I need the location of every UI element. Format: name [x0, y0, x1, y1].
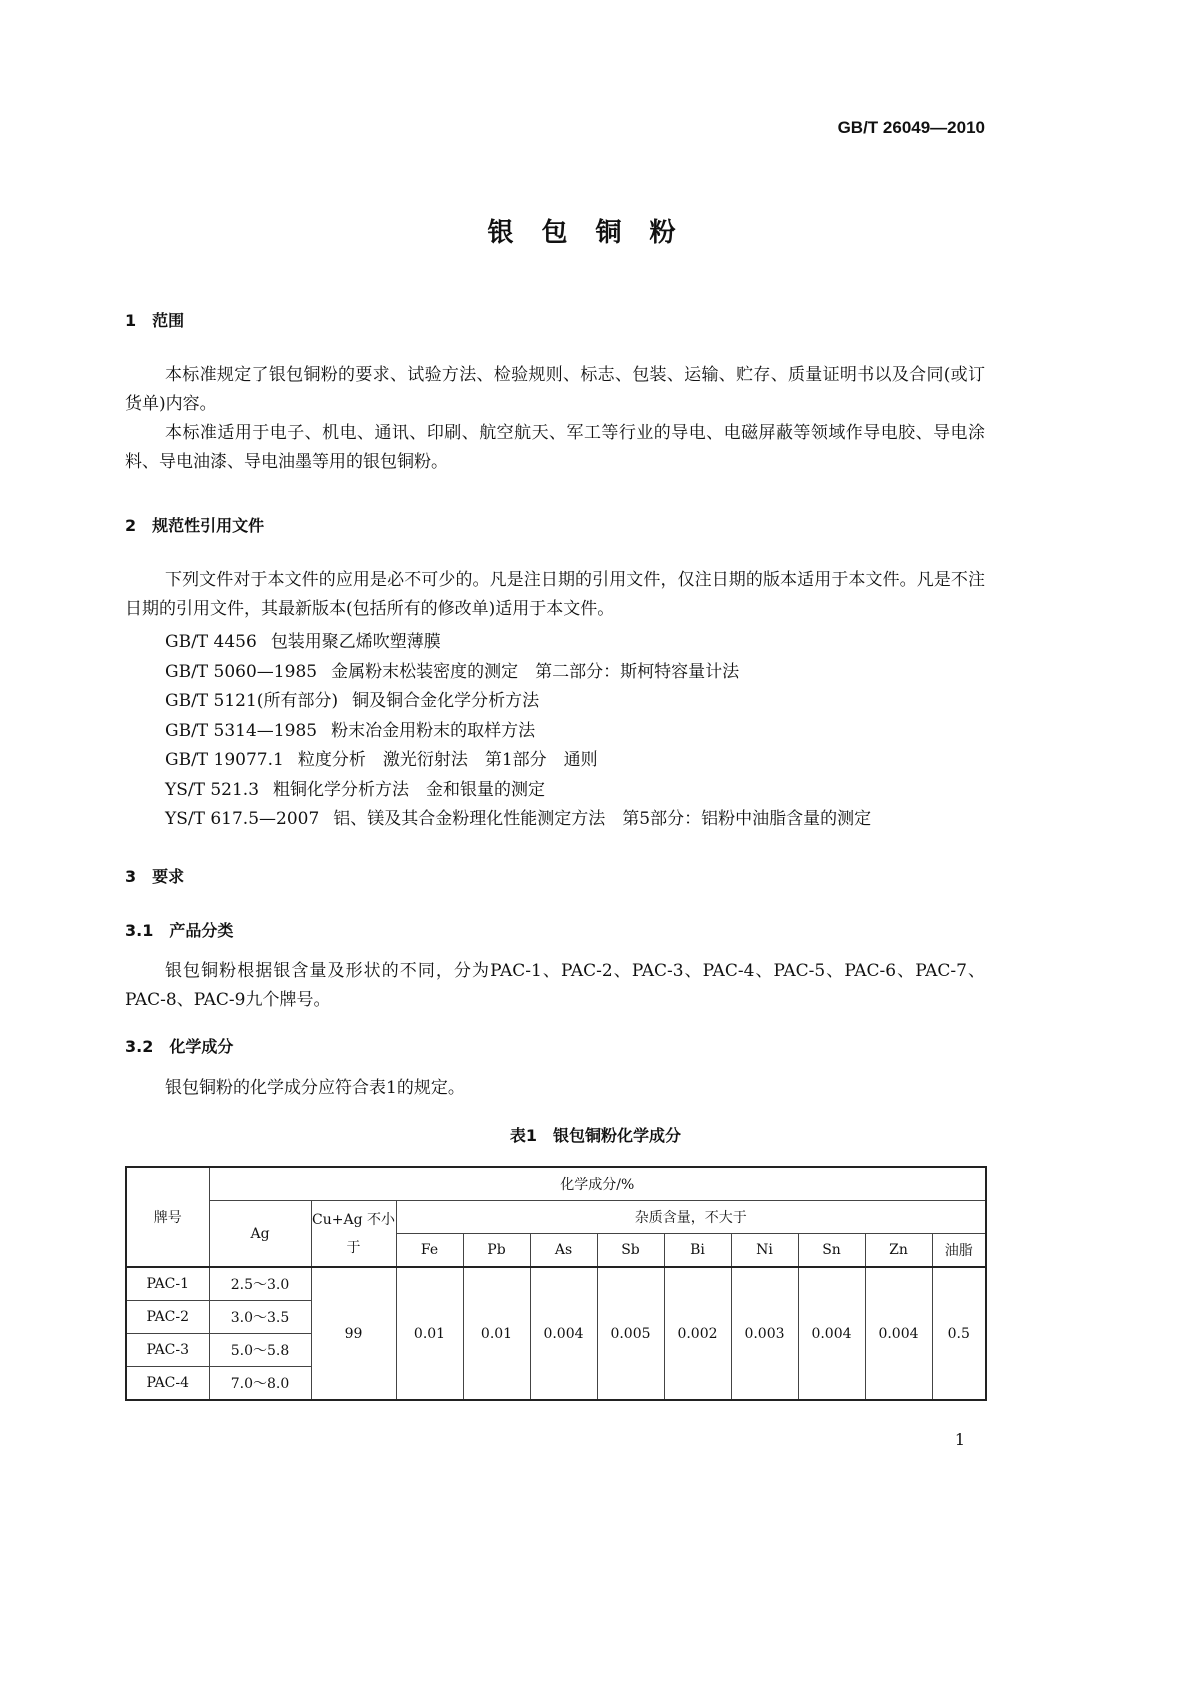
reference-code: GB/T 4456 — [165, 632, 257, 652]
header-impurity: 杂质含量，不大于 — [396, 1201, 986, 1234]
reference-title: 铝、镁及其合金粉理化性能测定方法 第5部分：铝粉中油脂含量的测定 — [333, 809, 872, 829]
header-impurity-element: Sn — [798, 1234, 865, 1268]
cu-ag-cell: 99 — [311, 1267, 396, 1400]
section-3-1-paragraph: 银包铜粉根据银含量及形状的不同，分为PAC-1、PAC-2、PAC-3、PAC-4、PAC-5、PAC-6、PAC-7、PAC-8、PAC-9九个牌号。 — [125, 961, 985, 1010]
reference-code: YS/T 617.5—2007 — [165, 809, 320, 829]
reference-code: GB/T 19077.1 — [165, 750, 284, 770]
reference-item — [165, 657, 739, 682]
grade-cell: PAC-1 — [126, 1267, 209, 1301]
section-3-1-heading: 3.1 产品分类 — [125, 921, 234, 940]
header-impurity-element: Pb — [463, 1234, 530, 1268]
impurity-value-cell: 0.004 — [865, 1267, 932, 1400]
reference-code: GB/T 5314—1985 — [165, 720, 318, 741]
reference-title: 金属粉末松装密度的测定 第二部分：斯柯特容量计法 — [331, 661, 740, 682]
reference-title: 铜及铜合金化学分析方法 — [352, 691, 540, 711]
document-title: 银包铜粉 — [487, 218, 704, 248]
reference-title: 粗铜化学分析方法 金和银量的测定 — [273, 779, 546, 800]
header-impurity-element: Bi — [664, 1234, 731, 1268]
standard-number: GB/T 26049—2010 — [837, 118, 985, 137]
ag-cell: 3.0～3.5 — [209, 1301, 311, 1334]
page-number: 1 — [954, 1430, 965, 1449]
reference-item — [165, 686, 539, 711]
table-row — [126, 1267, 986, 1301]
grade-cell: PAC-2 — [126, 1301, 209, 1334]
reference-code: GB/T 5121(所有部分) — [165, 691, 339, 711]
impurity-value-cell: 0.5 — [932, 1267, 986, 1400]
chemical-composition-table — [125, 1166, 987, 1401]
reference-item — [165, 804, 871, 829]
header-impurity-element: 油脂 — [932, 1234, 986, 1268]
table-caption: 表1 银包铜粉化学成分 — [509, 1126, 682, 1145]
section-3-2-heading: 3.2 化学成分 — [125, 1037, 234, 1056]
section-1-heading: 1 范围 — [125, 311, 185, 330]
header-impurity-element: Ni — [731, 1234, 798, 1268]
grade-cell: PAC-4 — [126, 1367, 209, 1401]
section-3-heading: 3 要求 — [125, 867, 185, 886]
header-grade: 牌号 — [126, 1167, 209, 1267]
impurity-value-cell: 0.004 — [530, 1267, 597, 1400]
header-ag: Ag — [209, 1201, 311, 1268]
ag-cell: 7.0～8.0 — [209, 1367, 311, 1401]
section-3-2-paragraph: 银包铜粉的化学成分应符合表1的规定。 — [165, 1078, 465, 1098]
impurity-value-cell: 0.01 — [463, 1267, 530, 1400]
impurity-value-cell: 0.01 — [396, 1267, 463, 1400]
impurity-value-cell: 0.004 — [798, 1267, 865, 1400]
impurity-value-cell: 0.005 — [597, 1267, 664, 1400]
reference-item — [165, 716, 535, 741]
reference-title: 包装用聚乙烯吹塑薄膜 — [270, 632, 441, 652]
reference-title: 粒度分析 激光衍射法 第1部分 通则 — [297, 750, 598, 770]
header-impurity-element: Sb — [597, 1234, 664, 1268]
reference-item — [165, 627, 441, 652]
section-2-paragraph: 下列文件对于本文件的应用是必不可少的。凡是注日期的引用文件，仅注日期的版本适用于本文件。凡是不注日期的引用文件，其最新版本(包括所有的修改单)适用于本文件。 — [125, 570, 985, 619]
grade-cell: PAC-3 — [126, 1334, 209, 1367]
ag-cell: 2.5～3.0 — [209, 1267, 311, 1301]
header-impurity-element: Zn — [865, 1234, 932, 1268]
reference-item — [165, 775, 545, 800]
impurity-value-cell: 0.002 — [664, 1267, 731, 1400]
header-cu-ag: Cu+Ag 不小于 — [311, 1201, 396, 1268]
reference-item — [165, 745, 598, 770]
section-2-heading: 2 规范性引用文件 — [125, 516, 265, 535]
ag-cell: 5.0～5.8 — [209, 1334, 311, 1367]
header-impurity-element: Fe — [396, 1234, 463, 1268]
header-chemical-composition: 化学成分/% — [209, 1167, 986, 1201]
reference-title: 粉末冶金用粉末的取样方法 — [331, 720, 536, 741]
section-1-paragraph-1: 本标准规定了银包铜粉的要求、试验方法、检验规则、标志、包装、运输、贮存、质量证明书以及合同(或订货单)内容。 — [125, 365, 985, 414]
header-impurity-element: As — [530, 1234, 597, 1268]
reference-code: YS/T 521.3 — [165, 779, 260, 800]
reference-code: GB/T 5060—1985 — [165, 661, 318, 682]
section-1-paragraph-2: 本标准适用于电子、机电、通讯、印刷、航空航天、军工等行业的导电、电磁屏蔽等领域作导电胶、导电涂料、导电油漆、导电油墨等用的银包铜粉。 — [125, 423, 985, 472]
impurity-value-cell: 0.003 — [731, 1267, 798, 1400]
